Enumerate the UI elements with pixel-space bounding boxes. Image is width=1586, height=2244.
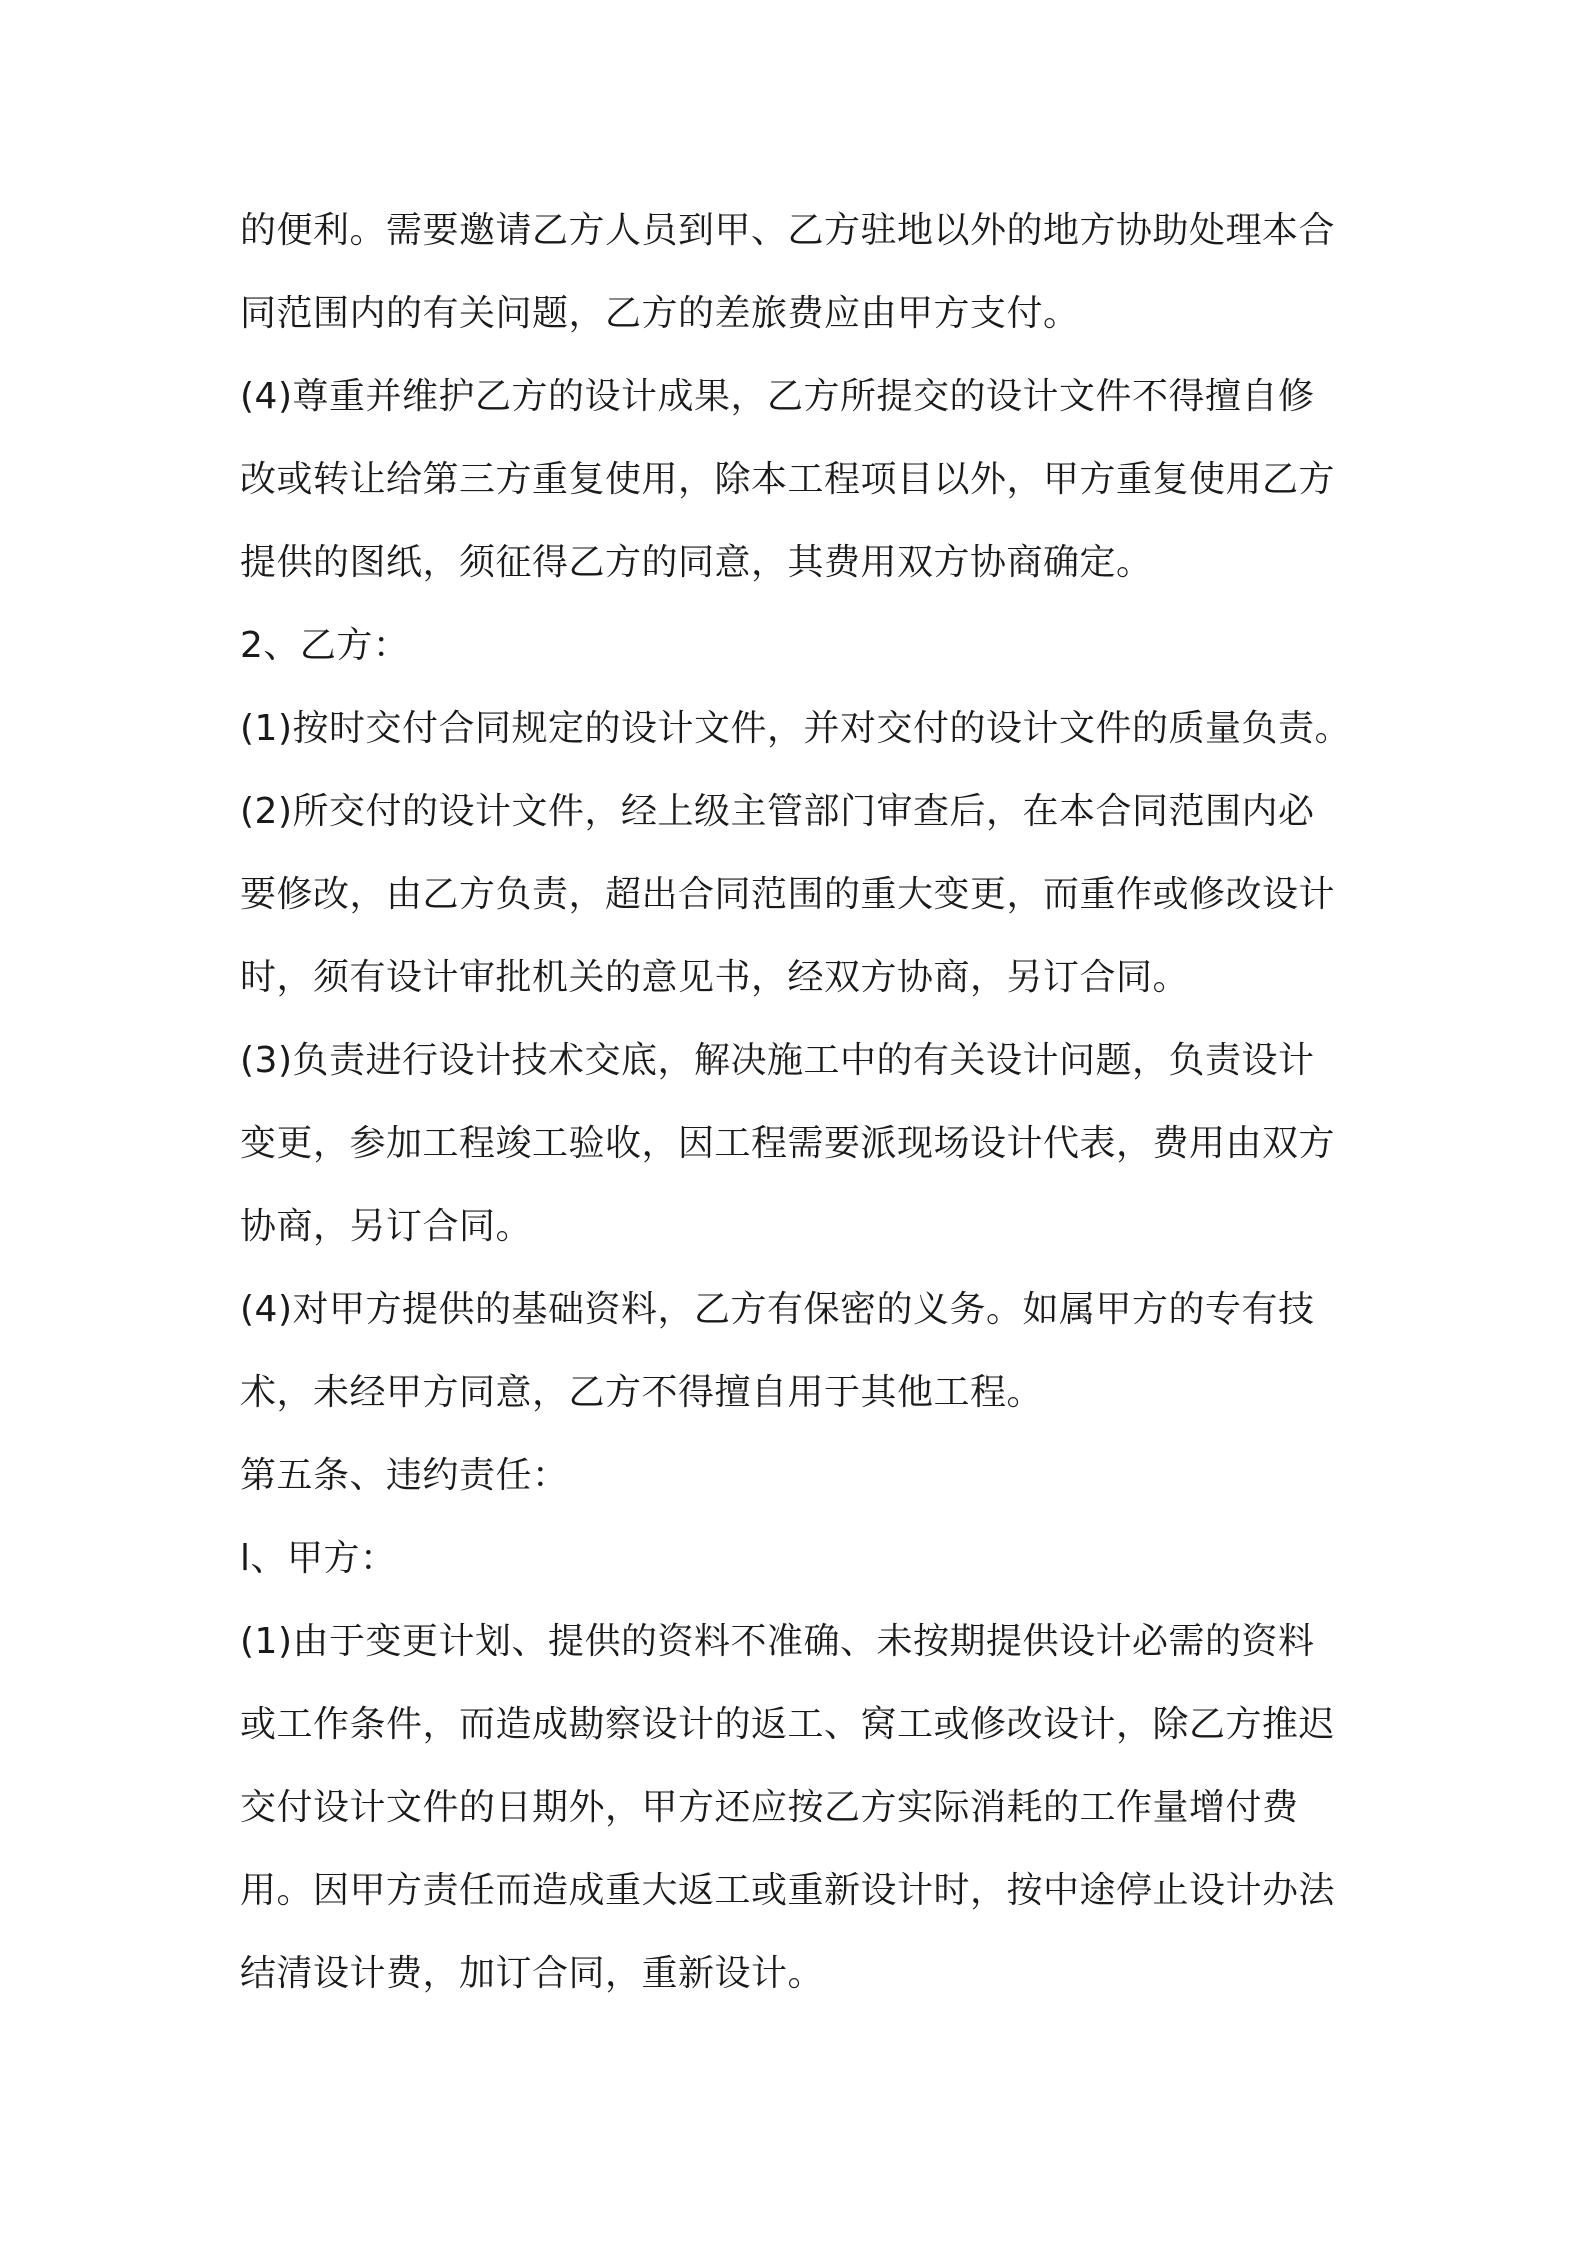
- section-heading: 第五条、违约责任：: [240, 1455, 569, 1496]
- text-line: 2、乙方：: [240, 625, 410, 666]
- text-line: (3)负责进行设计技术交底，解决施工中的有关设计问题，负责设计: [240, 1040, 1315, 1081]
- text-line: 术，未经甲方同意，乙方不得擅自用于其他工程。: [240, 1372, 1044, 1413]
- text-line: 结清设计费，加订合同，重新设计。: [240, 1953, 825, 1994]
- text-line: 要修改，由乙方负责，超出合同范围的重大变更，而重作或修改设计: [240, 874, 1336, 915]
- text-line: 改或转让给第三方重复使用，除本工程项目以外，甲方重复使用乙方: [240, 459, 1336, 500]
- text-line: 交付设计文件的日期外，甲方还应按乙方实际消耗的工作量增付费: [240, 1787, 1299, 1828]
- text-line: 时，须有设计审批机关的意见书，经双方协商，另订合同。: [240, 957, 1190, 998]
- text-line: 提供的图纸，须征得乙方的同意，其费用双方协商确定。: [240, 542, 1153, 583]
- subsection-heading: l、甲方：: [240, 1538, 397, 1579]
- text-line: 的便利。需要邀请乙方人员到甲、乙方驻地以外的地方协助处理本合: [240, 210, 1336, 251]
- text-line: (2)所交付的设计文件，经上级主管部门审查后，在本合同范围内必: [240, 791, 1315, 832]
- text-line: (4)对甲方提供的基础资料，乙方有保密的义务。如属甲方的专有技: [240, 1289, 1315, 1330]
- text-line: 或工作条件，而造成勘察设计的返工、窝工或修改设计，除乙方推迟: [240, 1704, 1336, 1745]
- text-line: 同范围内的有关问题，乙方的差旅费应由甲方支付。: [240, 293, 1080, 334]
- text-line: (1)由于变更计划、提供的资料不准确、未按期提供设计必需的资料: [240, 1621, 1315, 1662]
- text-line: 用。因甲方责任而造成重大返工或重新设计时，按中途停止设计办法: [240, 1870, 1336, 1911]
- text-line: 协商，另订合同。: [240, 1206, 533, 1247]
- text-line: (4)尊重并维护乙方的设计成果，乙方所提交的设计文件不得擅自修: [240, 376, 1315, 417]
- text-line: (1)按时交付合同规定的设计文件，并对交付的设计文件的质量负责。: [240, 708, 1351, 749]
- text-line: 变更，参加工程竣工验收，因工程需要派现场设计代表，费用由双方: [240, 1123, 1336, 1164]
